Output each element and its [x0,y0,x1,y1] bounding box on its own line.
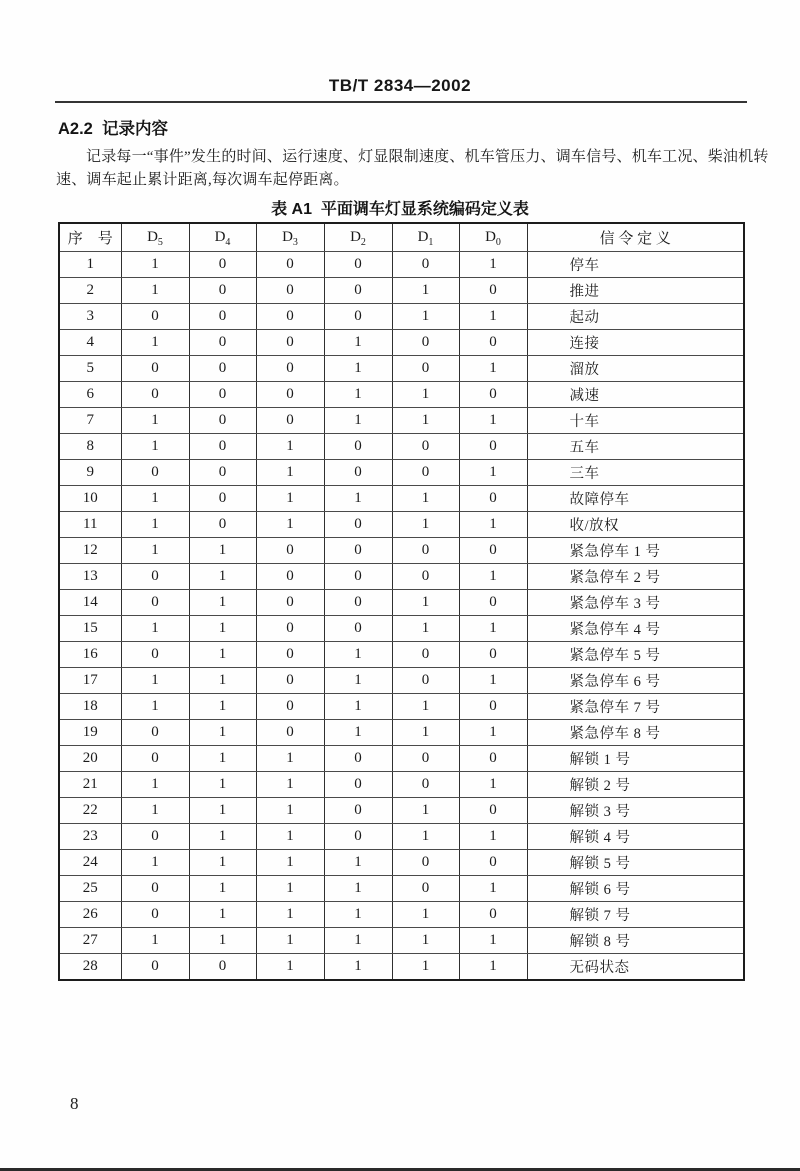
bit-cell: 0 [392,642,459,668]
bit-cell: 0 [392,564,459,590]
bit-cell: 1 [459,954,527,981]
signal-label-cell: 推进 [527,278,744,304]
bit-cell: 0 [324,824,392,850]
bit-cell: 0 [459,746,527,772]
table-row [59,408,744,434]
bit-cell: 0 [392,746,459,772]
bit-cell: 0 [256,356,324,382]
bit-cell: 0 [189,252,256,278]
signal-label-cell: 解锁 5 号 [527,850,744,876]
bit-cell: 1 [256,746,324,772]
bit-cell: 1 [121,278,189,304]
bit-cell: 1 [189,850,256,876]
bit-cell: 1 [392,486,459,512]
table-row [59,928,744,954]
bit-cell: 0 [459,798,527,824]
bit-cell: 1 [324,642,392,668]
bit-cell: 1 [392,798,459,824]
bit-cell: 0 [189,278,256,304]
table-row [59,954,744,981]
bit-cell: 1 [189,668,256,694]
table-row [59,694,744,720]
bit-cell: 1 [324,694,392,720]
bit-cell: 1 [121,668,189,694]
table-row [59,330,744,356]
bit-cell: 0 [392,850,459,876]
table-row [59,824,744,850]
bit-cell: 1 [459,356,527,382]
bit-cell: 1 [459,876,527,902]
seq-cell: 14 [59,590,121,616]
bit-cell: 0 [256,720,324,746]
bit-cell: 0 [324,512,392,538]
bit-cell: 1 [324,720,392,746]
bit-cell: 0 [324,304,392,330]
bit-cell: 0 [459,850,527,876]
signal-label-cell: 收/放权 [527,512,744,538]
bit-cell: 0 [324,434,392,460]
bit-cell: 0 [256,616,324,642]
bit-cell: 1 [459,252,527,278]
bit-cell: 1 [459,720,527,746]
bit-cell: 1 [121,772,189,798]
bit-cell: 0 [392,434,459,460]
col-header-D5: $D_5$ [121,223,189,252]
seq-cell: 3 [59,304,121,330]
bit-cell: 1 [256,512,324,538]
bit-cell: 0 [459,278,527,304]
bit-cell: 1 [392,304,459,330]
bit-cell: 0 [189,512,256,538]
bit-cell: 0 [189,304,256,330]
bit-cell: 1 [256,902,324,928]
seq-cell: 16 [59,642,121,668]
bit-cell: 1 [324,954,392,981]
bit-cell: 0 [189,434,256,460]
bit-cell: 1 [324,876,392,902]
bit-cell: 0 [256,538,324,564]
table-row [59,460,744,486]
bit-cell: 1 [459,772,527,798]
seq-cell: 15 [59,616,121,642]
bit-cell: 0 [324,616,392,642]
signal-label-cell: 解锁 7 号 [527,902,744,928]
doc-header [0,76,800,96]
bit-cell: 0 [324,278,392,304]
bit-cell: 0 [256,382,324,408]
table-row [59,642,744,668]
bit-cell: 0 [392,772,459,798]
header-rule [55,101,747,103]
seq-cell: 11 [59,512,121,538]
table-title: 表 A1 平面调车灯显系统编码定义表 [271,201,529,218]
bit-cell: 1 [459,304,527,330]
section-heading: A2.2 记录内容 [58,120,169,138]
bit-cell: 1 [392,720,459,746]
bit-cell: 1 [121,486,189,512]
bit-cell: 0 [324,538,392,564]
bit-cell: 1 [121,850,189,876]
bit-cell: 0 [121,876,189,902]
bit-cell: 0 [459,902,527,928]
bit-cell: 1 [121,928,189,954]
signal-label-cell: 紧急停车 4 号 [527,616,744,642]
bit-cell: 1 [459,564,527,590]
paragraph-line: 记录每一“事件”发生的时间、运行速度、灯显限制速度、机车管压力、调车信号、机车工况、柴油机转 [86,149,769,165]
signal-label-cell: 故障停车 [527,486,744,512]
bit-cell: 1 [121,330,189,356]
bit-cell: 1 [121,408,189,434]
bit-cell: 1 [256,772,324,798]
bit-cell: 0 [459,538,527,564]
body-paragraph [56,146,769,192]
bit-cell: 0 [324,252,392,278]
table-header-row [59,223,744,252]
seq-cell: 5 [59,356,121,382]
bit-cell: 0 [121,564,189,590]
bit-cell: 0 [392,876,459,902]
bit-cell: 0 [256,694,324,720]
bit-cell: 0 [121,746,189,772]
bit-cell: 0 [324,746,392,772]
bit-cell: 1 [392,616,459,642]
bit-cell: 1 [324,668,392,694]
table-row [59,382,744,408]
bit-cell: 1 [459,616,527,642]
seq-cell: 25 [59,876,121,902]
bit-cell: 1 [121,798,189,824]
seq-cell: 9 [59,460,121,486]
bit-cell: 0 [324,798,392,824]
seq-cell: 21 [59,772,121,798]
bit-cell: 1 [189,876,256,902]
bit-cell: 0 [256,252,324,278]
seq-cell: 22 [59,798,121,824]
bit-cell: 0 [459,486,527,512]
signal-label-cell: 停车 [527,252,744,278]
bit-cell: 1 [189,616,256,642]
bit-cell: 0 [121,954,189,981]
bit-cell: 1 [189,746,256,772]
table-row [59,720,744,746]
table-row [59,278,744,304]
table-row [59,564,744,590]
bit-cell: 0 [324,564,392,590]
bit-cell: 1 [256,928,324,954]
bit-cell: 1 [189,720,256,746]
bit-cell: 1 [324,408,392,434]
bit-cell: 1 [256,876,324,902]
signal-label-cell: 紧急停车 1 号 [527,538,744,564]
bit-cell: 1 [256,850,324,876]
bit-cell: 1 [392,512,459,538]
seq-cell: 12 [59,538,121,564]
bit-cell: 1 [459,824,527,850]
bit-cell: 0 [324,460,392,486]
bit-cell: 1 [189,642,256,668]
table-body [59,252,744,981]
col-header-D2: $D_2$ [324,223,392,252]
bit-cell: 0 [459,330,527,356]
col-header-D0: $D_0$ [459,223,527,252]
signal-label-cell: 减速 [527,382,744,408]
signal-label-cell: 解锁 8 号 [527,928,744,954]
bit-cell: 0 [256,642,324,668]
bit-cell: 1 [121,694,189,720]
doc-code: TB/T 2834—2002 [328,76,472,95]
bit-cell: 0 [256,408,324,434]
seq-cell: 18 [59,694,121,720]
seq-cell: 1 [59,252,121,278]
bit-cell: 0 [256,590,324,616]
table-row [59,252,744,278]
bit-cell: 1 [392,694,459,720]
col-header-D1: $D_1$ [392,223,459,252]
table-row [59,304,744,330]
table-row [59,876,744,902]
bit-cell: 0 [189,330,256,356]
bit-cell: 1 [392,928,459,954]
seq-cell: 8 [59,434,121,460]
bit-cell: 0 [459,382,527,408]
col-header: 序 号 [59,223,121,252]
bit-cell: 0 [256,330,324,356]
bit-cell: 0 [121,382,189,408]
bit-cell: 0 [121,720,189,746]
table-row [59,512,744,538]
bit-cell: 0 [121,824,189,850]
table-row [59,616,744,642]
table-row [59,434,744,460]
bit-cell: 0 [392,330,459,356]
bit-cell: 1 [459,460,527,486]
bit-cell: 0 [121,356,189,382]
bit-cell: 0 [121,642,189,668]
bit-cell: 0 [392,538,459,564]
table-row [59,356,744,382]
bit-cell: 1 [324,356,392,382]
bit-cell: 1 [189,694,256,720]
signal-label-cell: 紧急停车 5 号 [527,642,744,668]
bit-cell: 0 [121,460,189,486]
seq-cell: 4 [59,330,121,356]
bit-cell: 1 [121,252,189,278]
table-row [59,798,744,824]
bit-cell: 0 [121,902,189,928]
seq-cell: 6 [59,382,121,408]
seq-cell: 28 [59,954,121,981]
bit-cell: 1 [392,902,459,928]
bit-cell: 1 [256,460,324,486]
bit-cell: 1 [256,824,324,850]
table-row [59,668,744,694]
bit-cell: 0 [189,356,256,382]
table-row [59,902,744,928]
bit-cell: 1 [189,590,256,616]
bit-cell: 0 [459,590,527,616]
bit-cell: 0 [189,486,256,512]
bit-cell: 0 [256,668,324,694]
bit-cell: 0 [459,434,527,460]
bit-cell: 1 [459,408,527,434]
bit-cell: 1 [324,928,392,954]
bit-cell: 1 [459,668,527,694]
seq-cell: 19 [59,720,121,746]
signal-label-cell: 紧急停车 8 号 [527,720,744,746]
bit-cell: 1 [189,824,256,850]
page-number: 8 [70,1094,79,1113]
signal-label-cell: 溜放 [527,356,744,382]
signal-label-cell: 解锁 2 号 [527,772,744,798]
bit-cell: 1 [189,902,256,928]
bit-cell: 1 [392,824,459,850]
bit-cell: 1 [189,564,256,590]
signal-label-cell: 起动 [527,304,744,330]
bit-cell: 0 [459,642,527,668]
col-header-D4: $D_4$ [189,223,256,252]
bit-cell: 1 [121,434,189,460]
bit-cell: 0 [189,408,256,434]
table-row [59,538,744,564]
table-row [59,850,744,876]
bit-cell: 0 [392,252,459,278]
bit-cell: 1 [459,512,527,538]
signal-label-cell: 三车 [527,460,744,486]
bit-cell: 1 [121,512,189,538]
table-row [59,590,744,616]
bit-cell: 1 [392,278,459,304]
bit-cell: 0 [189,382,256,408]
bit-cell: 0 [256,278,324,304]
bit-cell: 0 [121,304,189,330]
bit-cell: 0 [121,590,189,616]
bit-cell: 1 [189,928,256,954]
signal-label-cell: 十车 [527,408,744,434]
signal-label-cell: 连接 [527,330,744,356]
table-row [59,746,744,772]
bit-cell: 1 [256,954,324,981]
bit-cell: 0 [324,772,392,798]
bit-cell: 1 [324,902,392,928]
bit-cell: 1 [189,538,256,564]
bit-cell: 1 [324,850,392,876]
bit-cell: 1 [189,798,256,824]
bit-cell: 1 [459,928,527,954]
signal-label-cell: 紧急停车 3 号 [527,590,744,616]
bit-cell: 0 [189,460,256,486]
seq-cell: 23 [59,824,121,850]
signal-label-cell: 紧急停车 2 号 [527,564,744,590]
signal-label-cell: 解锁 1 号 [527,746,744,772]
code-definition-table [58,222,745,981]
bit-cell: 0 [256,304,324,330]
bit-cell: 1 [392,590,459,616]
bit-cell: 1 [324,330,392,356]
signal-label-cell: 紧急停车 6 号 [527,668,744,694]
bit-cell: 1 [256,486,324,512]
col-header-D3: $D_3$ [256,223,324,252]
bit-cell: 0 [189,954,256,981]
signal-label-cell: 解锁 4 号 [527,824,744,850]
seq-cell: 17 [59,668,121,694]
bit-cell: 1 [121,616,189,642]
bit-cell: 0 [392,356,459,382]
bit-cell: 1 [256,434,324,460]
seq-cell: 2 [59,278,121,304]
table-row [59,486,744,512]
bit-cell: 1 [121,538,189,564]
table-row [59,772,744,798]
bit-cell: 0 [392,668,459,694]
seq-cell: 7 [59,408,121,434]
bit-cell: 0 [392,460,459,486]
signal-label-cell: 五车 [527,434,744,460]
signal-label-cell: 解锁 3 号 [527,798,744,824]
bit-cell: 0 [324,590,392,616]
bit-cell: 1 [324,382,392,408]
seq-cell: 10 [59,486,121,512]
seq-cell: 26 [59,902,121,928]
col-header: 信 令 定 义 [527,223,744,252]
bit-cell: 1 [324,486,392,512]
signal-label-cell: 无码状态 [527,954,744,981]
paragraph-line: 速、调车起止累计距离,每次调车起停距离。 [56,172,349,188]
seq-cell: 27 [59,928,121,954]
signal-label-cell: 解锁 6 号 [527,876,744,902]
seq-cell: 20 [59,746,121,772]
bit-cell: 1 [392,408,459,434]
bit-cell: 1 [392,954,459,981]
signal-label-cell: 紧急停车 7 号 [527,694,744,720]
seq-cell: 13 [59,564,121,590]
bit-cell: 1 [392,382,459,408]
bit-cell: 0 [256,564,324,590]
seq-cell: 24 [59,850,121,876]
bit-cell: 1 [256,798,324,824]
bit-cell: 0 [459,694,527,720]
bit-cell: 1 [189,772,256,798]
